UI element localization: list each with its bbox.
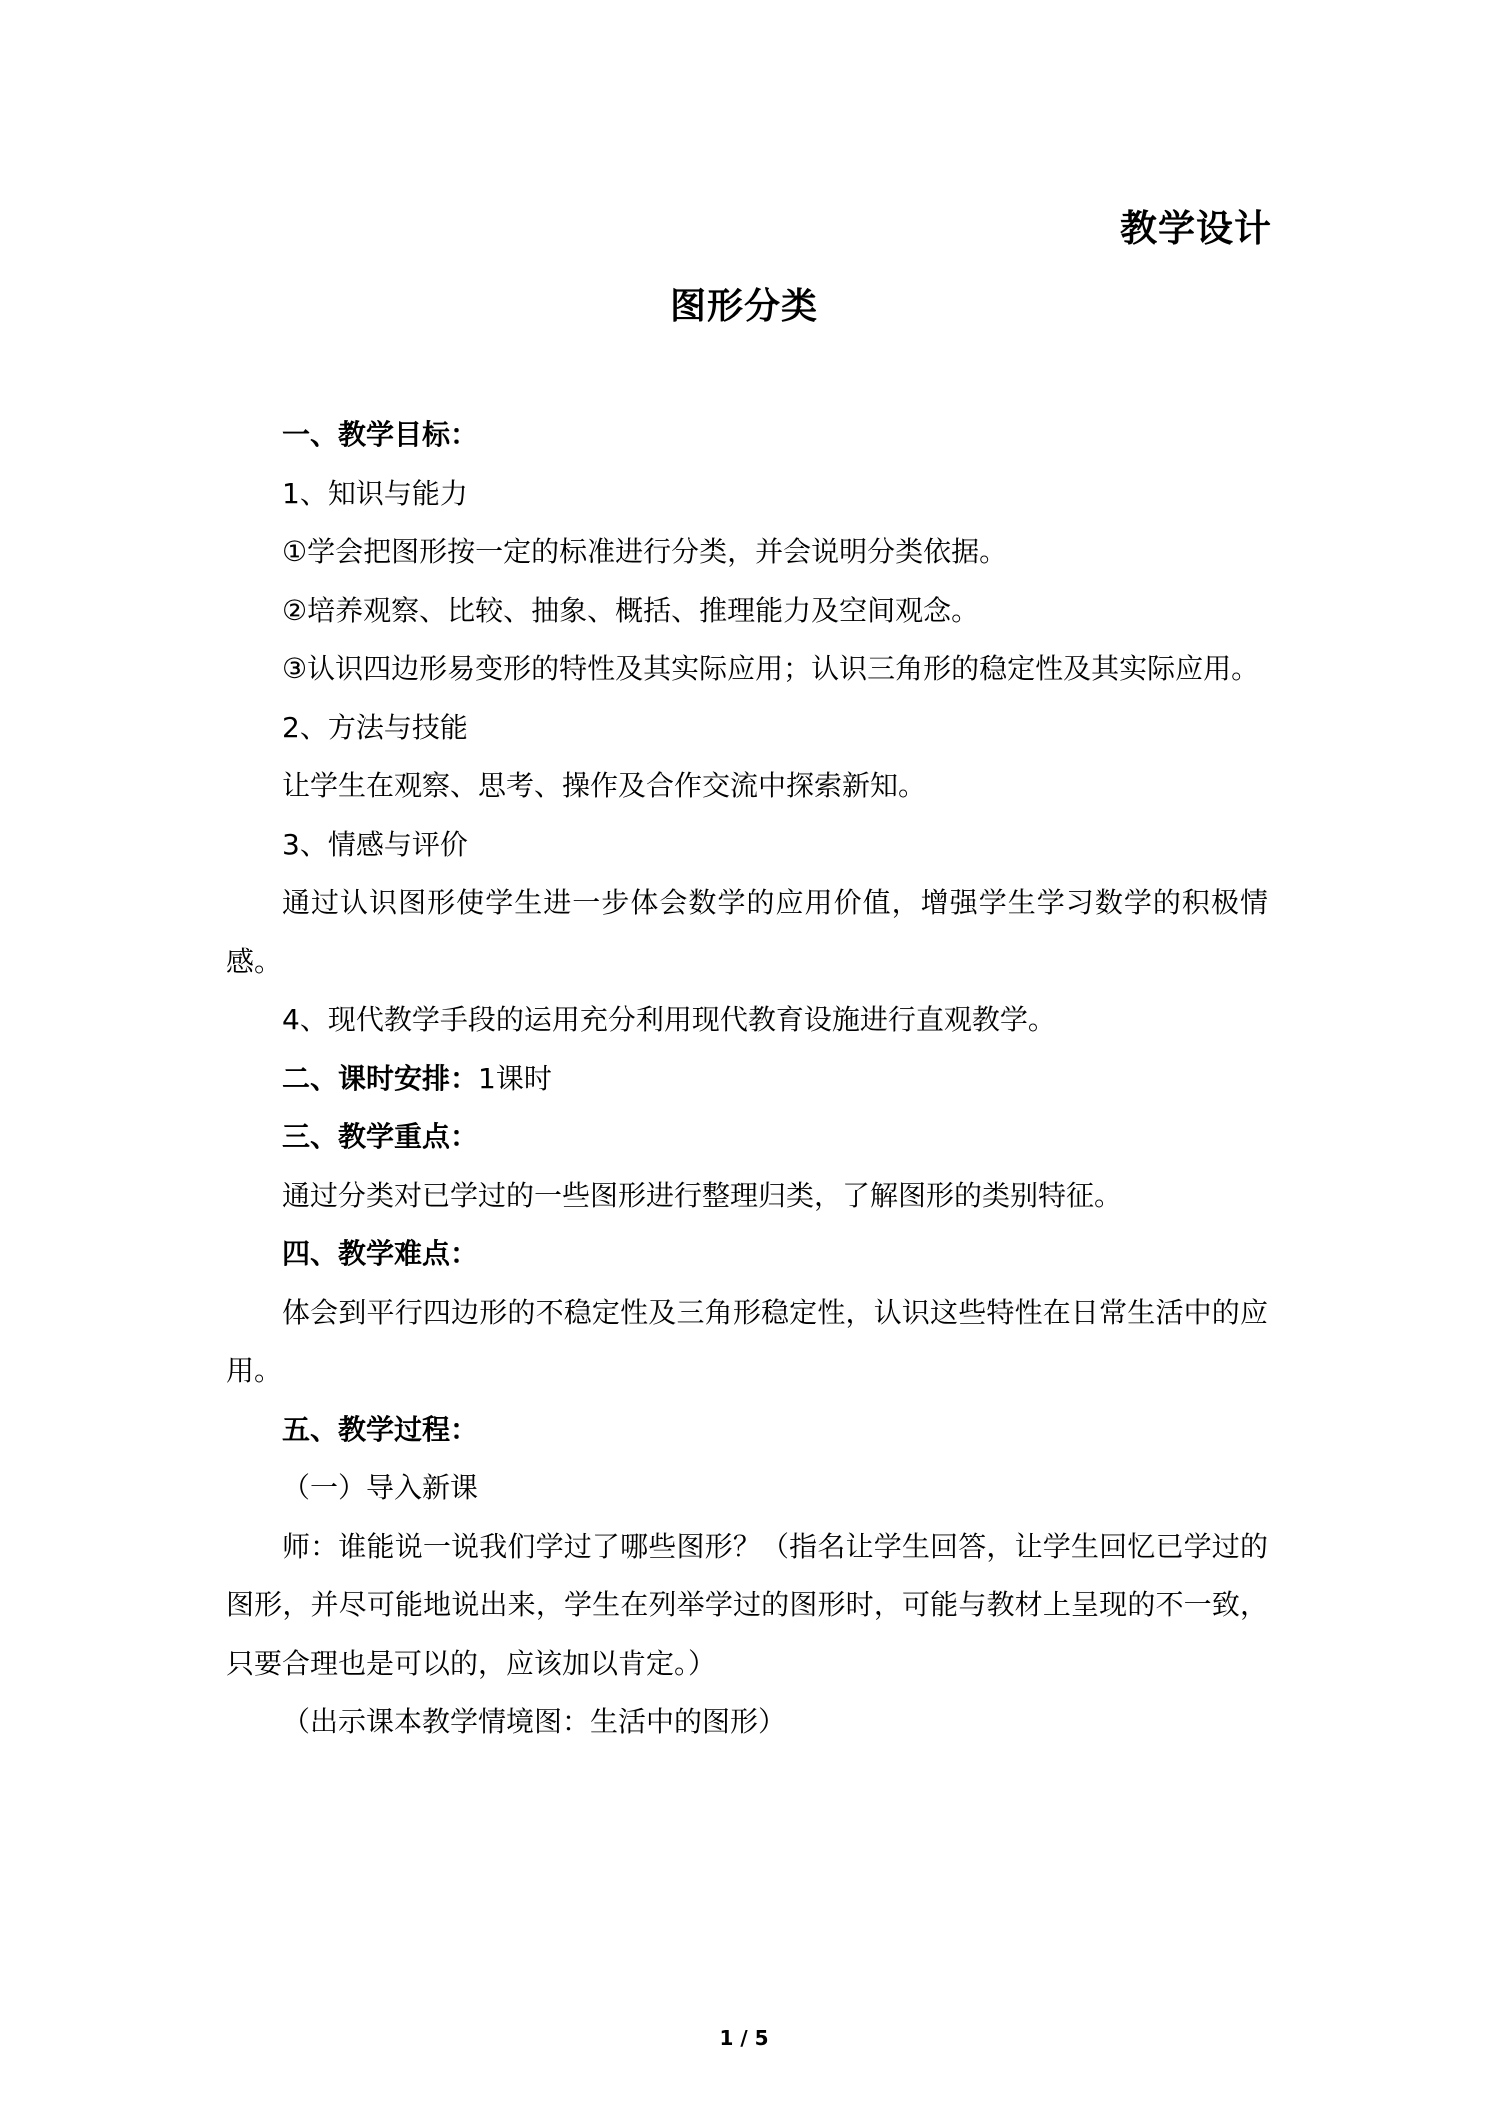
section-heading-focus: 三、教学重点： — [282, 1120, 479, 1153]
page-number: 1 / 5 — [719, 2026, 769, 2050]
paragraph-difficulty: 体会到平行四边形的不稳定性及三角形稳定性，认识这些特性在日常生活中的应用。 — [226, 1295, 1268, 1387]
paragraph-intro: 师：谁能说一说我们学过了哪些图形？（指名让学生回答，让学生回忆已学过的图形，并尽可能地说出来，学生在列举学过的图形时，可能与教材上呈现的不一致，只要合理也是可以的，应该加以肯定。） — [226, 1529, 1268, 1680]
document-body — [226, 406, 1268, 1752]
document-type-header: 教学设计 — [1120, 207, 1272, 250]
schedule-line — [226, 1050, 1268, 1109]
section-heading-objectives: 一、教学目标： — [282, 418, 479, 451]
schedule-value: 1课时 — [478, 1061, 552, 1095]
paragraph-knowledge-1: ①学会把图形按一定的标准进行分类，并会说明分类依据。 — [282, 535, 1008, 568]
section-heading-difficulty: 四、教学难点： — [282, 1237, 479, 1270]
paragraph-emotion: 通过认识图形使学生进一步体会数学的应用价值，增强学生学习数学的积极情感。 — [226, 886, 1268, 978]
paragraph-knowledge-3: ③认识四边形易变形的特性及其实际应用；认识三角形的稳定性及其实际应用。 — [282, 652, 1260, 685]
subheading-intro: （一）导入新课 — [282, 1471, 479, 1504]
paragraph-focus: 通过分类对已学过的一些图形进行整理归类，了解图形的类别特征。 — [282, 1178, 1123, 1212]
paragraph-knowledge-2: ②培养观察、比较、抽象、概括、推理能力及空间观念。 — [282, 593, 980, 627]
subheading-emotion: 3、情感与评价 — [282, 827, 468, 861]
section-heading-schedule: 二、课时安排： — [282, 1061, 479, 1095]
section-heading-process: 五、教学过程： — [282, 1412, 479, 1446]
subheading-knowledge: 1、知识与能力 — [282, 476, 468, 510]
paragraph-intro-note: （出示课本教学情境图：生活中的图形） — [282, 1705, 787, 1738]
subheading-method: 2、方法与技能 — [282, 710, 468, 744]
paragraph-method: 让学生在观察、思考、操作及合作交流中探索新知。 — [282, 769, 927, 802]
document-title: 图形分类 — [669, 286, 818, 327]
paragraph-modern-teaching: 4、现代教学手段的运用充分利用现代教育设施进行直观教学。 — [282, 1003, 1056, 1036]
